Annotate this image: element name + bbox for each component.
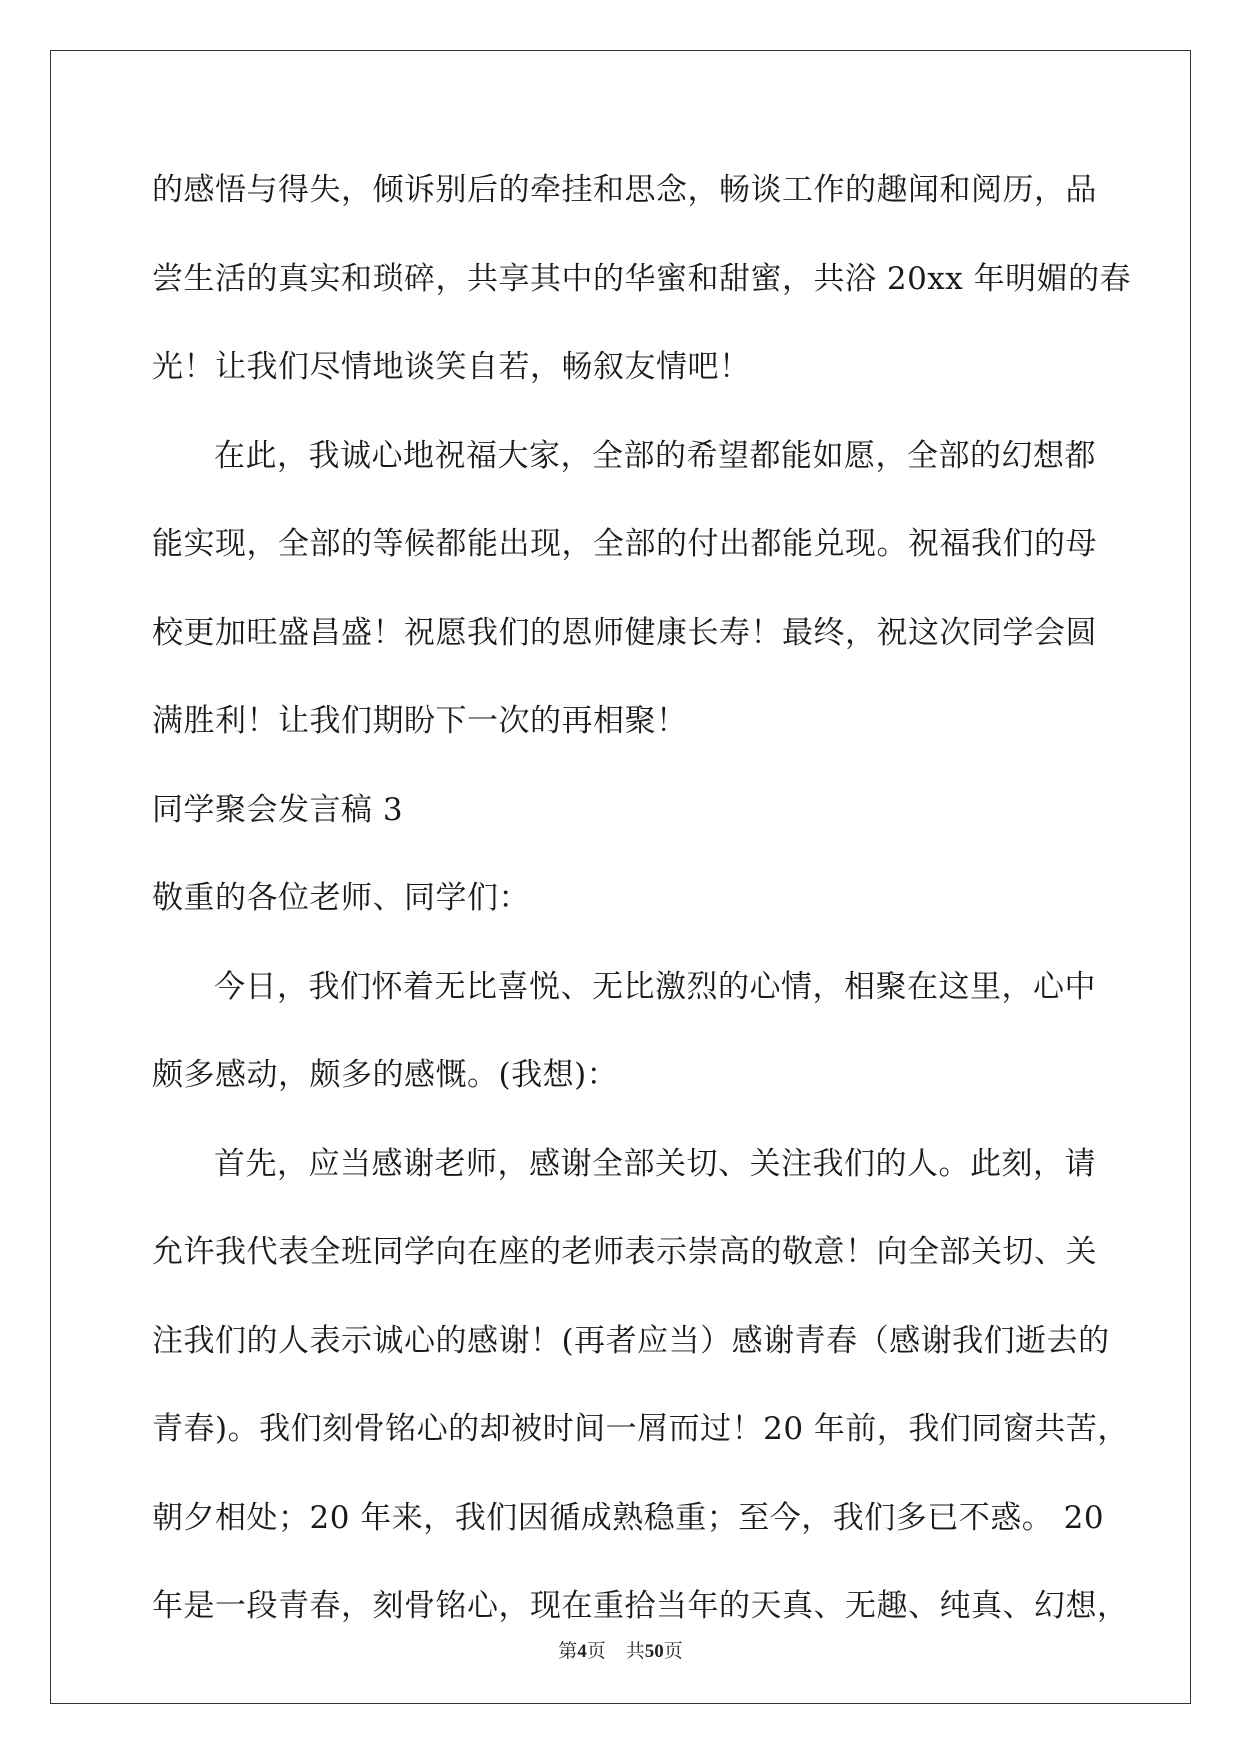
text-line: 允许我代表全班同学向在座的老师表示崇高的敬意！向全部关切、关 — [152, 1234, 1097, 1270]
text-line: 在此，我诚心地祝福大家，全部的希望都能如愿，全部的幻想都 — [214, 437, 1096, 474]
document-body — [152, 160, 1132, 1665]
text-line: 朝夕相处；20 年来，我们因循成熟稳重；至今，我们多已不惑。 20 — [152, 1499, 1105, 1536]
page-footer — [0, 1636, 1241, 1663]
text-line: 年是一段青春，刻骨铭心，现在重拾当年的天真、无趣、纯真、幻想， — [152, 1588, 1129, 1624]
text-line: 尝生活的真实和琐碎，共享其中的华蜜和甜蜜，共浴 20xx 年明媚的春 — [152, 260, 1132, 297]
text-line: 满胜利！让我们期盼下一次的再相聚！ — [152, 703, 688, 739]
total-page-number: 50 — [644, 1641, 664, 1662]
current-page-number: 4 — [577, 1641, 587, 1662]
text-line: 青春)。我们刻骨铭心的却被时间一屑而过！20 年前，我们同窗共苦， — [152, 1411, 1129, 1447]
text-line: 首先，应当感谢老师，感谢全部关切、关注我们的人。此刻，请 — [214, 1145, 1096, 1182]
footer-total-unit: 页 — [663, 1640, 683, 1662]
text-line: 校更加旺盛昌盛！祝愿我们的恩师健康长寿！最终，祝这次同学会圆 — [152, 614, 1097, 651]
footer-prefix: 第 — [558, 1640, 578, 1662]
section-heading: 同学聚会发言稿 3 — [152, 791, 404, 828]
text-line: 今日，我们怀着无比喜悦、无比激烈的心情，相聚在这里，心中 — [214, 968, 1096, 1005]
text-line: 的感悟与得失，倾诉别后的牵挂和思念，畅谈工作的趣闻和阅历，品 — [152, 172, 1097, 208]
footer-page-unit: 页 — [586, 1640, 606, 1662]
text-line: 能实现，全部的等候都能出现，全部的付出都能兑现。祝福我们的母 — [152, 526, 1097, 562]
text-line: 光！让我们尽情地谈笑自若，畅叙友情吧！ — [152, 349, 751, 385]
text-line: 颇多感动，颇多的感慨。(我想)： — [152, 1057, 619, 1093]
footer-total-prefix: 共 — [625, 1640, 645, 1662]
text-line: 注我们的人表示诚心的感谢！(再者应当）感谢青春（感谢我们逝去的 — [152, 1322, 1110, 1359]
salutation: 敬重的各位老师、同学们： — [152, 880, 530, 916]
